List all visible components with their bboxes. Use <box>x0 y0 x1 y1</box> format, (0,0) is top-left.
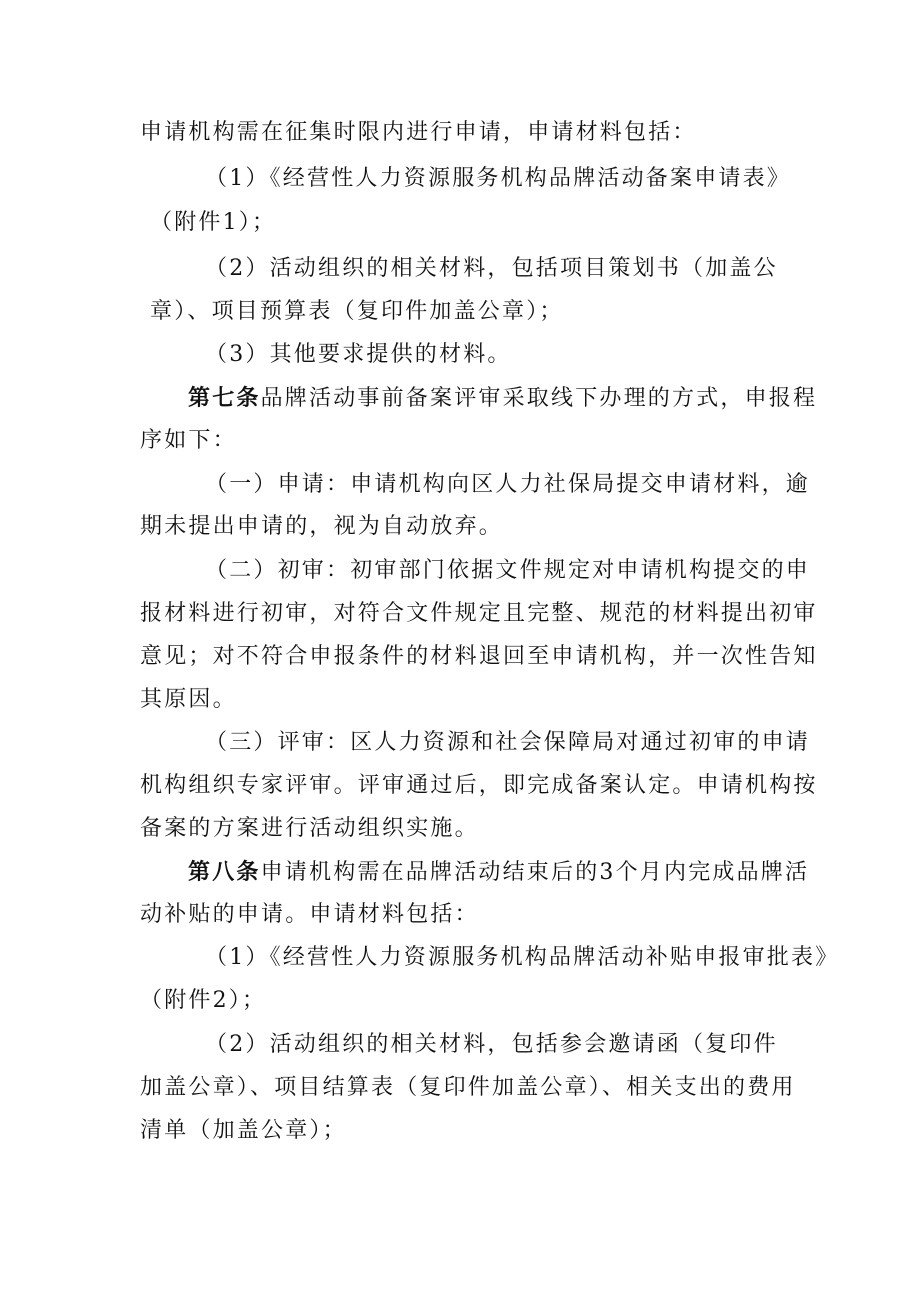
paragraph-line: （2）活动组织的相关材料，包括项目策划书（加盖公 <box>205 256 778 281</box>
paragraph-line: 章）、项目预算表（复印件加盖公章）； <box>150 299 564 324</box>
article-8-label: 第八条 <box>188 859 261 885</box>
paragraph-line: 报材料进行初审，对符合文件规定且完整、规范的材料提出初审 <box>140 601 818 626</box>
paragraph-line: （附件2）； <box>140 988 267 1013</box>
paragraph-line: 动补贴的申请。申请材料包括： <box>140 902 479 927</box>
paragraph-line: 期未提出申请的，视为自动放弃。 <box>140 514 504 539</box>
paragraph-line: 其原因。 <box>140 687 237 712</box>
paragraph-line: 加盖公章）、项目结算表（复印件加盖公章）、相关支出的费用 <box>140 1075 796 1100</box>
paragraph-line: （3）其他要求提供的材料。 <box>205 342 512 367</box>
article-8-first-line <box>188 857 809 888</box>
paragraph-line: （1）《经营性人力资源服务机构品牌活动补贴申报审批表》 <box>205 945 840 970</box>
paragraph-line: 清单（加盖公章）； <box>140 1118 347 1143</box>
paragraph-line: 机构组织专家评审。评审通过后，即完成备案认定。申请机构按 <box>140 773 818 798</box>
article-7-label: 第七条 <box>188 385 261 411</box>
paragraph-line: （附件1）； <box>150 210 277 235</box>
paragraph-line: 序如下： <box>140 428 237 453</box>
paragraph-line: 申请机构需在品牌活动结束后的3个月内完成品牌活 <box>260 860 810 885</box>
paragraph-line: （一）申请：申请机构向区人力社保局提交申请材料，逾 <box>205 472 811 497</box>
paragraph-line: 备案的方案进行活动组织实施。 <box>140 816 479 841</box>
paragraph-line: （二）初审：初审部门依据文件规定对申请机构提交的申 <box>205 558 811 583</box>
paragraph-line: （2）活动组织的相关材料，包括参会邀请函（复印件 <box>205 1032 778 1057</box>
paragraph-line: 品牌活动事前备案评审采取线下办理的方式，申报程 <box>260 386 818 411</box>
paragraph-line: （1）《经营性人力资源服务机构品牌活动备案申请表》 <box>205 166 791 191</box>
article-7-first-line <box>188 383 817 414</box>
paragraph-line: 申请机构需在征集时限内进行申请，申请材料包括： <box>140 120 697 145</box>
paragraph-line: 意见；对不符合申报条件的材料退回至申请机构，并一次性告知 <box>140 644 818 669</box>
paragraph-line: （三）评审：区人力资源和社会保障局对通过初审的申请 <box>205 730 811 755</box>
